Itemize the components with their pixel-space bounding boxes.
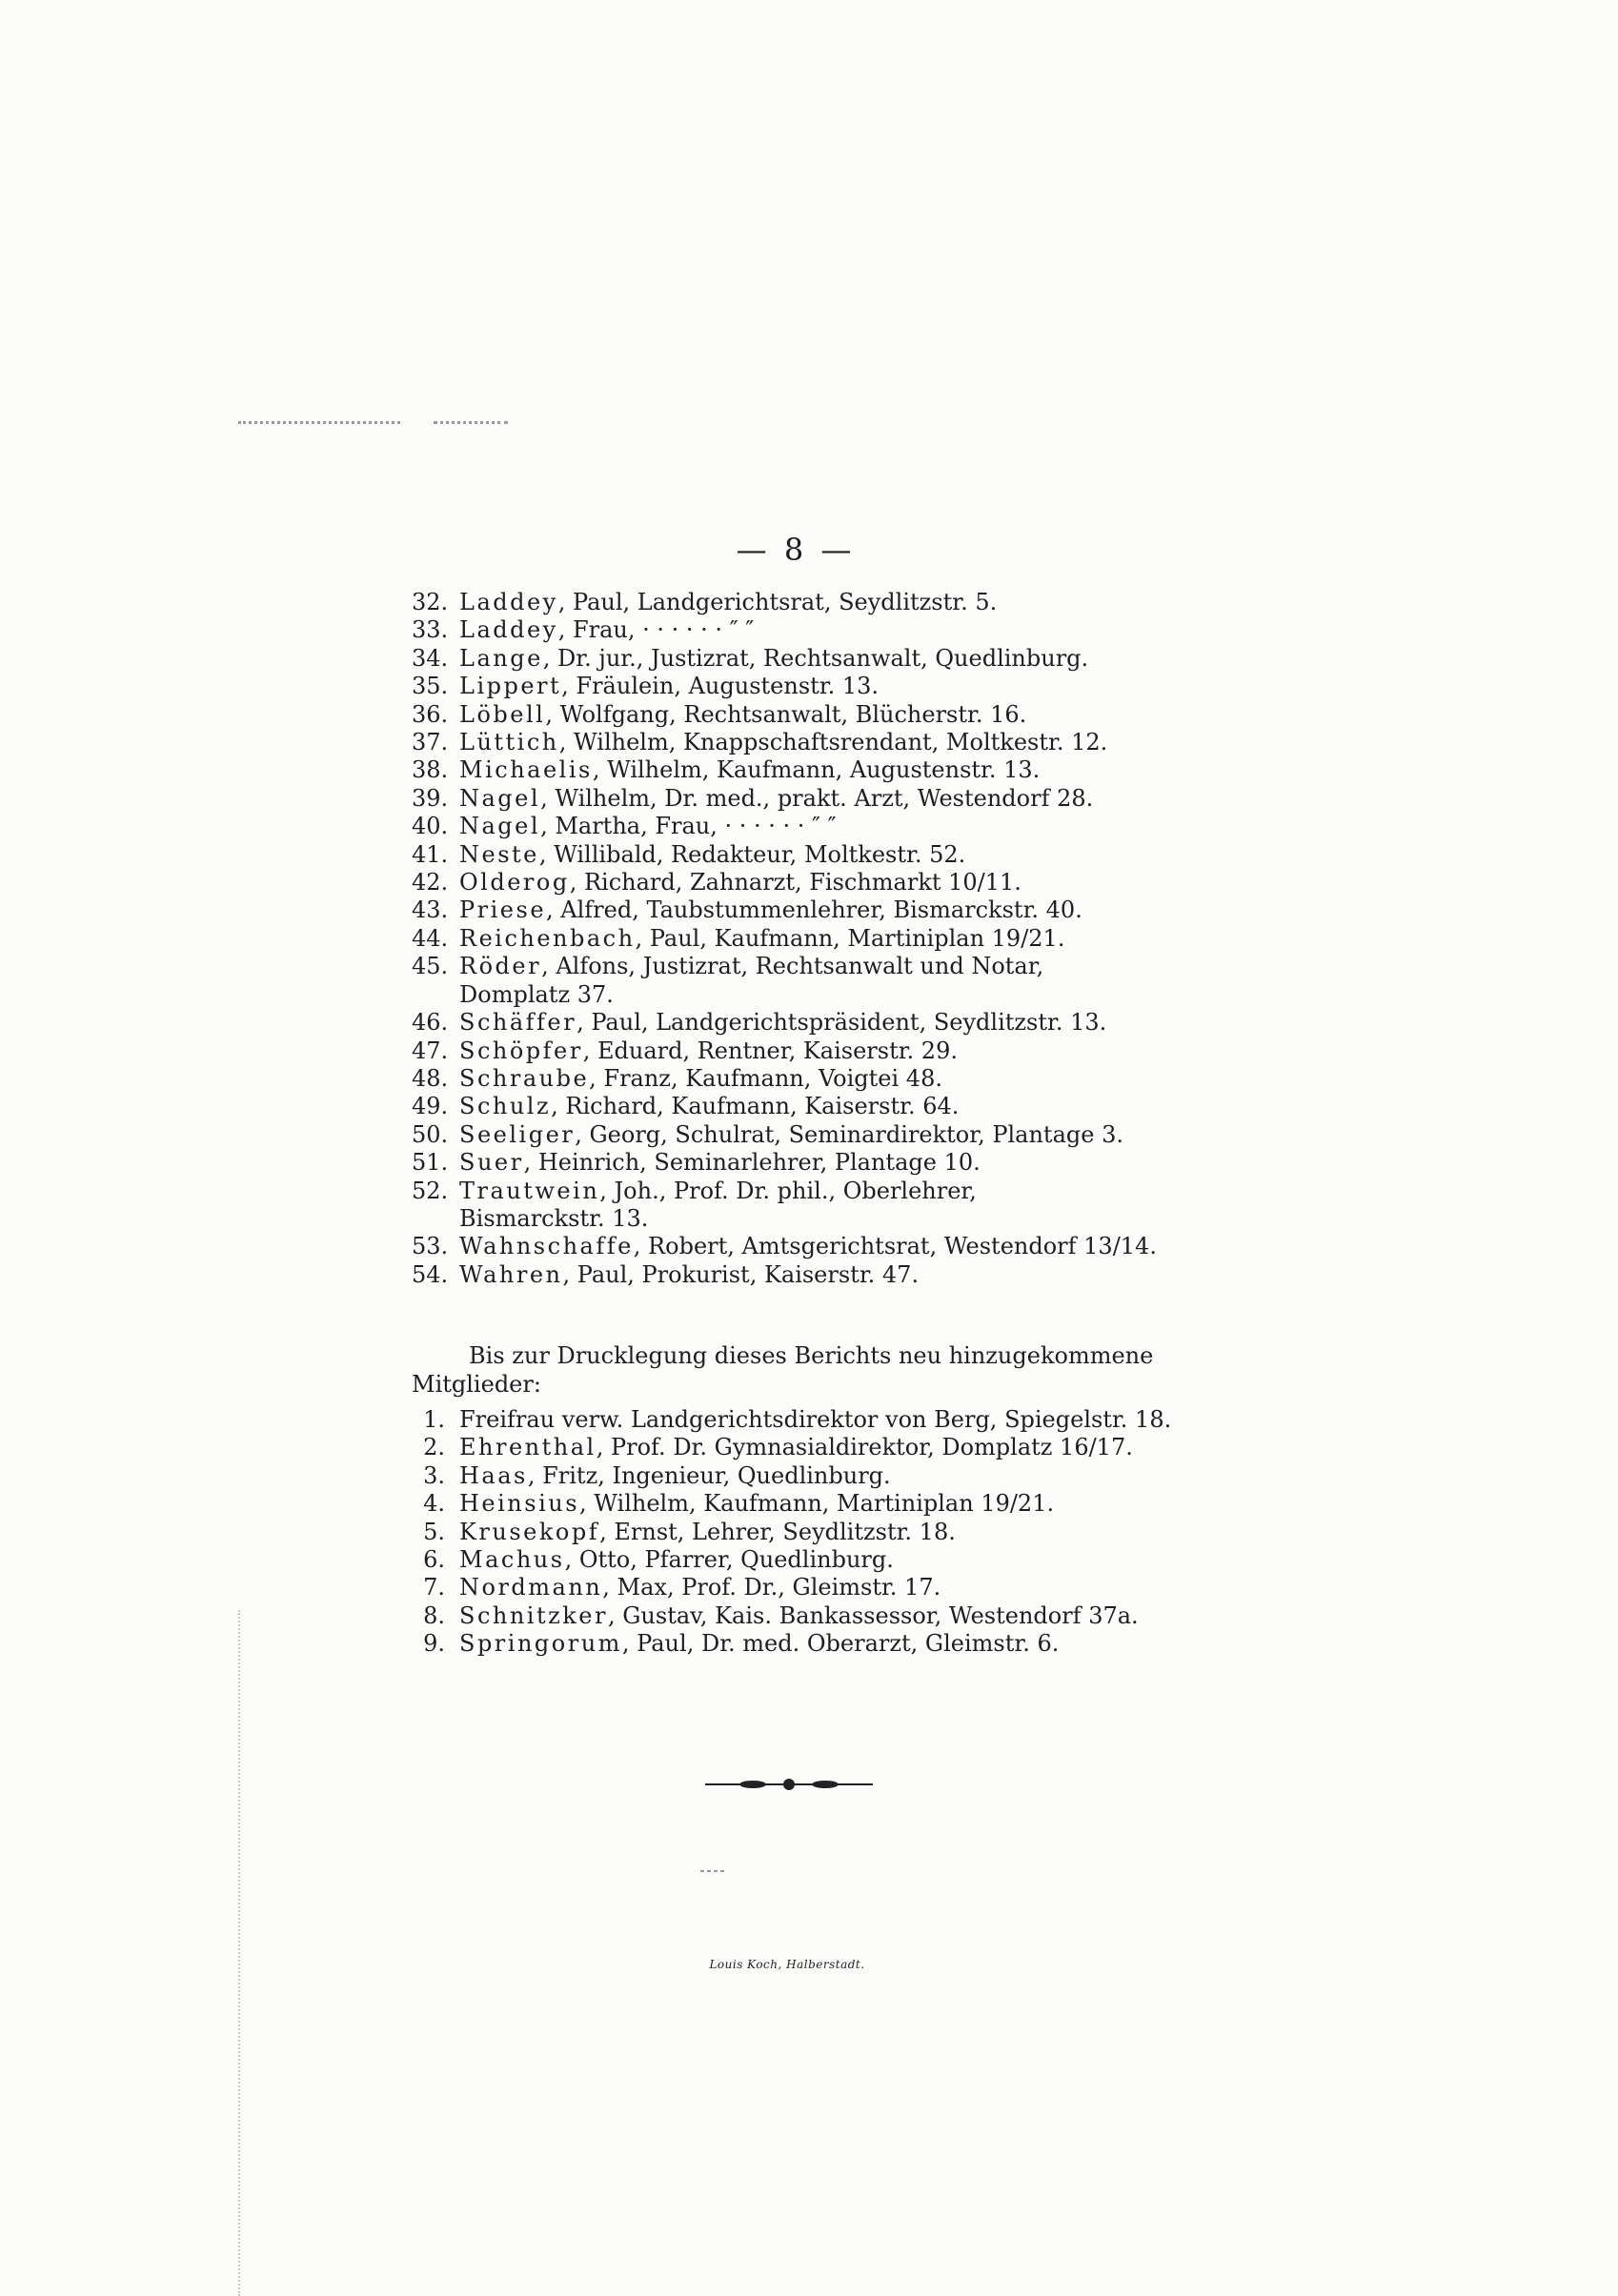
member-item <box>412 1065 1212 1093</box>
new-member-details: , Ernst, Lehrer, Seydlitzstr. 18. <box>599 1518 956 1545</box>
new-member-text <box>459 1574 1212 1601</box>
member-line <box>412 869 1212 896</box>
member-number: 43. <box>412 896 449 924</box>
member-details: , Dr. jur., Justizrat, Rechtsanwalt, Quedlinburg. <box>542 644 1089 672</box>
member-line <box>412 1093 1212 1120</box>
member-text <box>459 1178 1212 1205</box>
member-continuation: Bismarckstr. 13. <box>459 1204 649 1232</box>
member-details: , Alfons, Justizrat, Rechtsanwalt und Notar, <box>541 953 1044 980</box>
supplement-list <box>412 1406 1212 1659</box>
new-member-number: 5. <box>423 1518 445 1545</box>
new-member-item <box>412 1462 1212 1490</box>
member-text <box>459 785 1212 813</box>
new-member-surname: Machus <box>459 1546 565 1574</box>
member-text <box>459 869 1212 896</box>
member-line <box>412 841 1212 869</box>
member-text <box>459 841 1212 869</box>
new-member-number: 7. <box>423 1574 445 1601</box>
new-member-item <box>412 1406 1212 1434</box>
new-member-surname: Haas <box>459 1461 528 1489</box>
member-item <box>412 869 1212 896</box>
member-item <box>412 645 1212 673</box>
member-line <box>412 925 1212 953</box>
page-number: — 8 — <box>736 532 856 568</box>
new-member-line <box>412 1462 1212 1490</box>
new-member-surname: Schnitzker <box>459 1601 608 1629</box>
member-number: 35. <box>412 673 449 700</box>
member-number: 45. <box>412 953 449 980</box>
member-item <box>412 1037 1212 1065</box>
member-item <box>412 1178 1212 1234</box>
member-details: , Paul, Landgerichtsrat, Seydlitzstr. 5. <box>557 589 998 615</box>
new-member-number: 8. <box>423 1601 445 1629</box>
new-member-item <box>412 1434 1212 1461</box>
member-list <box>412 589 1212 1289</box>
member-number: 48. <box>412 1064 449 1092</box>
member-text <box>459 1093 1212 1120</box>
new-member-line <box>412 1546 1212 1574</box>
member-text <box>459 729 1212 756</box>
member-number: 50. <box>412 1120 449 1148</box>
new-member-number: 6. <box>423 1546 445 1574</box>
new-member-item <box>412 1490 1212 1518</box>
member-line <box>412 1065 1212 1093</box>
member-surname: Trautwein <box>459 1177 600 1204</box>
member-number: 36. <box>412 700 449 728</box>
member-text <box>459 673 1212 700</box>
member-text <box>459 1121 1212 1149</box>
member-number: 44. <box>412 924 449 952</box>
member-surname: Schraube <box>459 1064 590 1092</box>
new-member-item <box>412 1546 1212 1574</box>
new-member-surname: Krusekopf <box>459 1518 600 1545</box>
new-member-item <box>412 1519 1212 1546</box>
member-text <box>459 616 1212 644</box>
member-surname: Nagel <box>459 813 541 840</box>
member-text <box>459 756 1212 784</box>
member-details: , Wilhelm, Dr. med., prakt. Arzt, Westendorf 28. <box>540 784 1094 812</box>
member-item <box>412 1093 1212 1120</box>
new-member-details: , Otto, Pfarrer, Quedlinburg. <box>564 1546 894 1574</box>
member-number: 33. <box>412 616 449 644</box>
member-number: 46. <box>412 1009 449 1037</box>
member-line <box>412 813 1212 840</box>
member-item <box>412 1233 1212 1260</box>
new-member-details: Freifrau verw. Landgerichtsdirektor von Berg, Spiegelstr. 18. <box>459 1406 1172 1433</box>
member-line <box>412 896 1212 924</box>
new-member-line <box>412 1574 1212 1601</box>
member-details: , Willibald, Redakteur, Moltkestr. 52. <box>538 840 966 868</box>
member-details: , Richard, Kaufmann, Kaiserstr. 64. <box>551 1093 960 1120</box>
member-number: 42. <box>412 869 449 896</box>
new-member-text <box>459 1406 1212 1434</box>
new-member-text <box>459 1462 1212 1490</box>
member-line <box>412 1261 1212 1289</box>
member-line <box>412 1178 1212 1205</box>
member-details: , Joh., Prof. Dr. phil., Oberlehrer, <box>599 1177 977 1204</box>
member-details: , Paul, Landgerichtspräsident, Seydlitzstr. 13. <box>576 1009 1107 1037</box>
member-line <box>412 785 1212 813</box>
member-details: , Alfred, Taubstummenlehrer, Bismarckstr. 40. <box>546 896 1082 924</box>
member-surname: Wahren <box>459 1260 563 1288</box>
member-surname: Suer <box>459 1149 524 1177</box>
new-member-line <box>412 1406 1212 1434</box>
new-member-text <box>459 1490 1212 1518</box>
small-printer-mark <box>700 1867 727 1875</box>
new-member-details: , Paul, Dr. med. Oberarzt, Gleimstr. 6. <box>621 1630 1060 1658</box>
member-item <box>412 841 1212 869</box>
scan-dots-right <box>434 421 508 424</box>
member-number: 47. <box>412 1037 449 1064</box>
member-details: , Wilhelm, Kaufmann, Augustenstr. 13. <box>592 756 1041 784</box>
supplement-heading-line-1: Bis zur Drucklegung dieses Berichts neu hinzugekommene <box>469 1342 1154 1369</box>
member-line <box>412 1037 1212 1065</box>
member-text <box>459 701 1212 729</box>
member-surname: Neste <box>459 840 539 868</box>
member-details: , Frau, · · · · · · ″ ″ <box>557 616 755 644</box>
member-text <box>459 1261 1212 1289</box>
new-member-line <box>412 1602 1212 1630</box>
member-number: 37. <box>412 729 449 756</box>
new-member-text <box>459 1434 1212 1461</box>
member-number: 41. <box>412 840 449 868</box>
member-item <box>412 589 1212 616</box>
member-details: , Paul, Prokurist, Kaiserstr. 47. <box>562 1260 920 1288</box>
member-text <box>459 925 1212 953</box>
new-member-text <box>459 1602 1212 1630</box>
member-line <box>412 1009 1212 1037</box>
member-details: , Martha, Frau, · · · · · · ″ ″ <box>540 813 837 840</box>
scan-dots-margin <box>238 1610 240 2296</box>
member-text <box>459 896 1212 924</box>
new-member-text <box>459 1546 1212 1574</box>
member-line <box>412 1233 1212 1260</box>
member-text <box>459 1065 1212 1093</box>
supplement-heading <box>412 1341 1212 1399</box>
ornament-divider <box>705 1777 873 1792</box>
member-line <box>412 701 1212 729</box>
new-member-line <box>412 1434 1212 1461</box>
member-number: 53. <box>412 1233 449 1260</box>
supplement-heading-line-2: Mitglieder: <box>412 1371 541 1398</box>
new-member-details: , Wilhelm, Kaufmann, Martiniplan 19/21. <box>579 1490 1055 1518</box>
member-item <box>412 896 1212 924</box>
member-line <box>412 616 1212 644</box>
new-member-number: 2. <box>423 1434 445 1461</box>
member-number: 32. <box>412 589 449 615</box>
member-details: , Georg, Schulrat, Seminardirektor, Plantage 3. <box>575 1120 1123 1148</box>
member-line <box>412 953 1212 980</box>
printer-imprint: Louis Koch, Halberstadt. <box>709 1958 865 1971</box>
member-surname: Röder <box>459 953 542 980</box>
new-member-surname: Heinsius <box>459 1490 580 1518</box>
new-member-text <box>459 1630 1212 1658</box>
member-surname: Seeliger <box>459 1120 576 1148</box>
member-details: , Richard, Zahnarzt, Fischmarkt 10/11. <box>569 869 1021 896</box>
member-details: , Robert, Amtsgerichtsrat, Westendorf 13/14. <box>633 1233 1157 1260</box>
member-text <box>459 813 1212 840</box>
member-surname: Nagel <box>459 784 541 812</box>
member-details: , Fräulein, Augustenstr. 13. <box>561 673 880 700</box>
member-surname: Priese <box>459 896 547 924</box>
member-surname: Wahnschaffe <box>459 1233 634 1260</box>
new-member-line <box>412 1490 1212 1518</box>
new-member-surname: Ehrenthal <box>459 1434 597 1461</box>
new-member-number: 9. <box>423 1630 445 1658</box>
member-text <box>459 1009 1212 1037</box>
member-details: , Franz, Kaufmann, Voigtei 48. <box>589 1064 942 1092</box>
member-line <box>412 645 1212 673</box>
member-surname: Lange <box>459 644 543 672</box>
new-member-line <box>412 1519 1212 1546</box>
scan-dots-left <box>238 421 400 424</box>
member-line <box>412 1149 1212 1177</box>
new-member-number: 1. <box>423 1406 445 1433</box>
new-member-item <box>412 1602 1212 1630</box>
new-member-details: , Prof. Dr. Gymnasialdirektor, Domplatz 16/17. <box>596 1434 1133 1461</box>
new-member-text <box>459 1519 1212 1546</box>
member-item <box>412 673 1212 700</box>
member-line <box>412 589 1212 616</box>
member-item <box>412 1121 1212 1149</box>
member-text <box>459 953 1212 980</box>
member-item <box>412 1261 1212 1289</box>
member-details: , Wilhelm, Knappschaftsrendant, Moltkestr. 12. <box>558 729 1108 756</box>
member-line <box>412 1121 1212 1149</box>
new-member-surname: Springorum <box>459 1630 622 1658</box>
member-item <box>412 616 1212 644</box>
member-item <box>412 1009 1212 1037</box>
member-number: 38. <box>412 756 449 784</box>
new-member-item <box>412 1574 1212 1601</box>
member-item <box>412 925 1212 953</box>
new-member-line <box>412 1630 1212 1658</box>
member-line <box>412 756 1212 784</box>
member-details: , Eduard, Rentner, Kaiserstr. 29. <box>582 1037 958 1064</box>
member-details: , Wolfgang, Rechtsanwalt, Blücherstr. 16. <box>545 700 1027 728</box>
member-item <box>412 785 1212 813</box>
member-item <box>412 729 1212 756</box>
member-item <box>412 813 1212 840</box>
member-surname: Schäffer <box>459 1009 577 1037</box>
member-continuation: Domplatz 37. <box>459 980 614 1008</box>
new-member-details: , Fritz, Ingenieur, Quedlinburg. <box>527 1461 891 1489</box>
member-number: 54. <box>412 1260 449 1288</box>
member-item <box>412 1149 1212 1177</box>
member-number: 34. <box>412 644 449 672</box>
member-line <box>412 673 1212 700</box>
member-surname: Löbell <box>459 700 546 728</box>
new-member-details: , Gustav, Kais. Bankassessor, Westendorf 37a. <box>607 1601 1139 1629</box>
member-text <box>459 1149 1212 1177</box>
member-surname: Michaelis <box>459 756 593 784</box>
member-text <box>459 589 1212 616</box>
member-text <box>459 1037 1212 1065</box>
member-surname: Laddey <box>459 589 558 615</box>
new-member-surname: Nordmann <box>459 1574 603 1601</box>
member-number: 40. <box>412 813 449 840</box>
member-number: 51. <box>412 1149 449 1177</box>
member-item <box>412 953 1212 1009</box>
member-surname: Lippert <box>459 673 562 700</box>
new-member-details: , Max, Prof. Dr., Gleimstr. 17. <box>602 1574 941 1601</box>
member-details: , Paul, Kaufmann, Martiniplan 19/21. <box>635 924 1065 952</box>
new-member-item <box>412 1630 1212 1658</box>
member-line <box>412 729 1212 756</box>
member-number: 49. <box>412 1093 449 1120</box>
member-number: 52. <box>412 1177 449 1204</box>
member-surname: Reichenbach <box>459 924 636 952</box>
member-surname: Laddey <box>459 616 558 644</box>
member-text <box>459 1233 1212 1260</box>
member-item <box>412 701 1212 729</box>
member-surname: Schulz <box>459 1093 552 1120</box>
new-member-number: 4. <box>423 1490 445 1518</box>
member-surname: Schöpfer <box>459 1037 583 1064</box>
member-surname: Lüttich <box>459 729 559 756</box>
member-surname: Olderog <box>459 869 570 896</box>
member-details: , Heinrich, Seminarlehrer, Plantage 10. <box>523 1149 981 1177</box>
member-number: 39. <box>412 784 449 812</box>
member-text <box>459 645 1212 673</box>
new-member-number: 3. <box>423 1461 445 1489</box>
member-item <box>412 756 1212 784</box>
